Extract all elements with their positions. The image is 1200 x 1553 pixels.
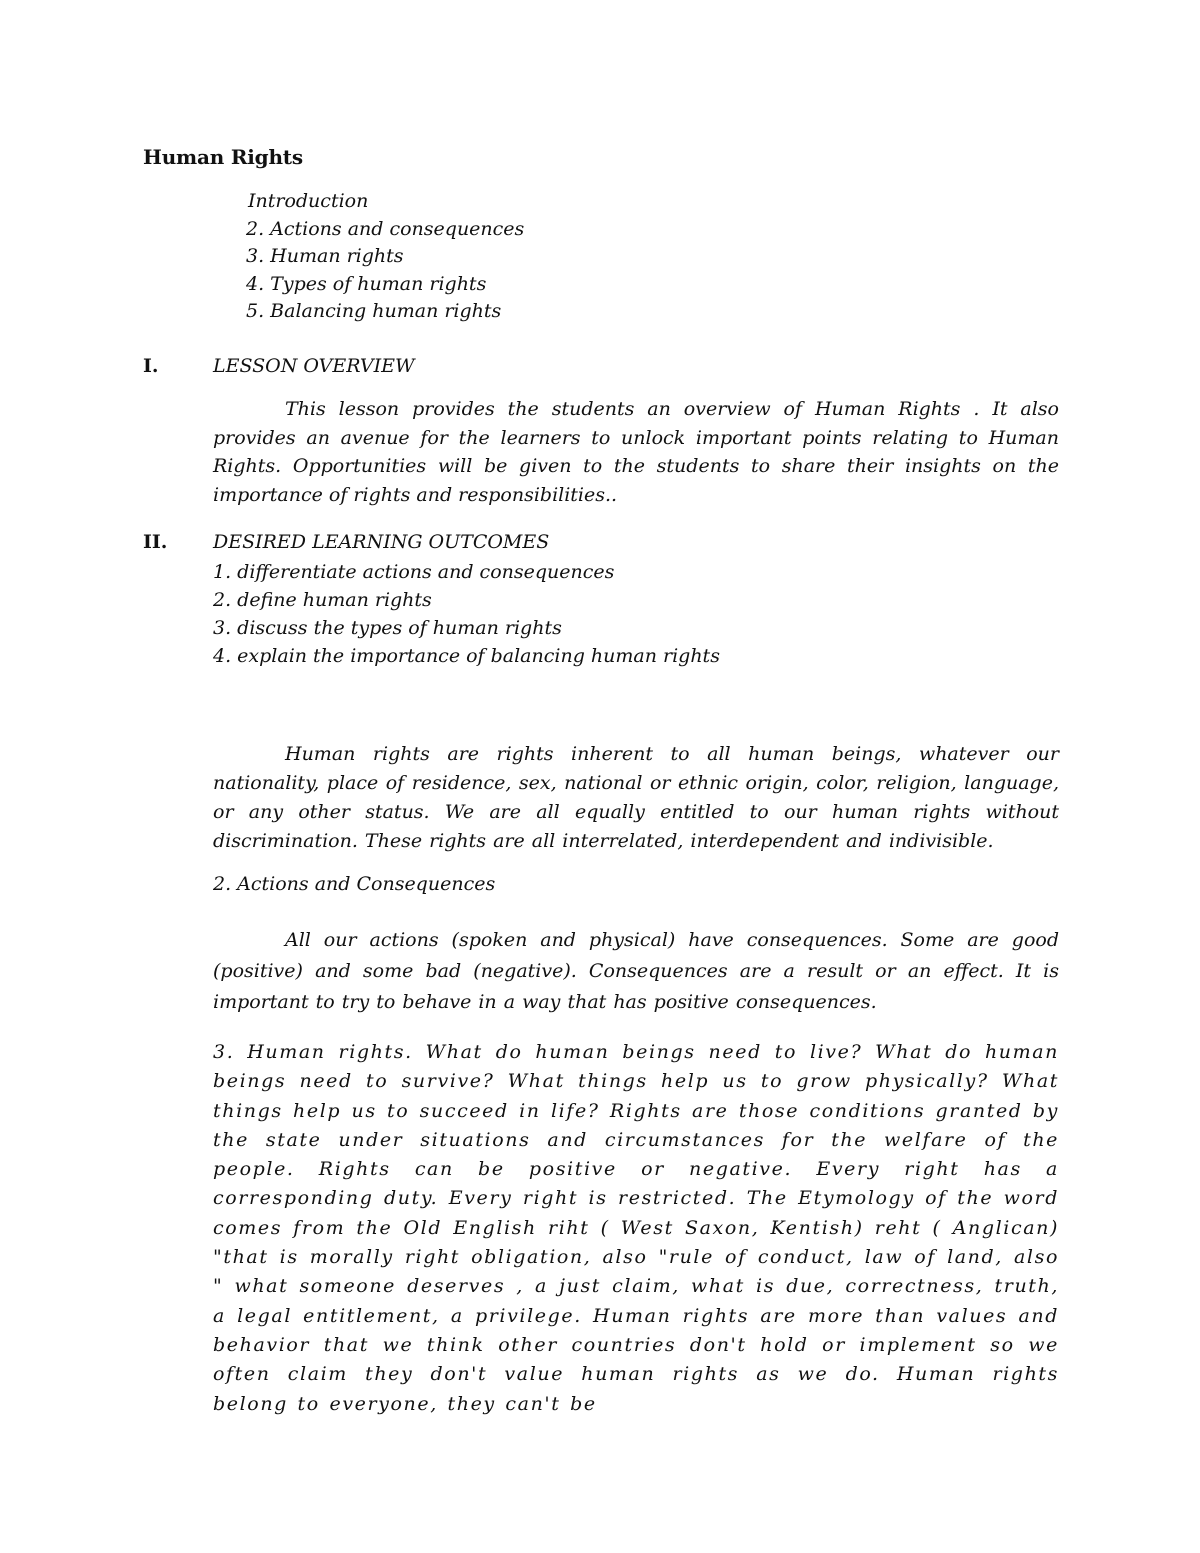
list-item: 1. differentiate actions and consequences: [213, 561, 615, 583]
actions-paragraph: All our actions (spoken and physical) have consequences. Some are good (positive) and some bad (negative). Consequences are a result or an effect. It is important to try to behave in a way that has positive consequences.: [213, 929, 1059, 1013]
definition-paragraph: Human rights are rights inherent to all human beings, whatever our nationality, place of residence, sex, national or ethnic origin, color, religion, language, or any other status. We are all equally entitled to our human rights without discrimination. These rights are all interrelated, interdependent and indivisible.: [213, 743, 1059, 852]
subsection-heading: 2. Actions and Consequences: [213, 873, 496, 895]
human-rights-paragraph: 3. Human rights. What do human beings need to live? What do human beings need to survive? What things help us to grow physically? What things help us to succeed in life? Rights are those conditions granted by the state under situations and circumstances for the welfare of the people. Rights can be positive or negative. Every right has a corresponding duty. Every right is restricted. The Etymology of the word comes from the Old English riht ( West Saxon, Kentish) reht ( Anglican) "that is morally right obligation, also "rule of conduct, law of land, also " what someone deserves , a just claim, what is due, correctness, truth, a legal entitlement, a privilege. Human rights are more than values and behavior that we think other countries don't hold or implement so we often claim they don't value human rights as we do. Human rights belong to everyone, they can't be: [213, 1041, 1059, 1415]
section-number: II.: [143, 531, 168, 553]
document-title: Human Rights: [143, 145, 303, 169]
learning-outcomes-list: [213, 558, 720, 670]
toc-item: 3. Human rights: [246, 245, 404, 267]
list-item: 4. explain the importance of balancing human rights: [213, 645, 720, 667]
section-number: I.: [143, 355, 159, 377]
toc-item: 4. Types of human rights: [246, 272, 487, 295]
overview-paragraph: This lesson provides the students an overview of Human Rights . It also provides an avenue for the learners to unlock important points relating to Human Rights. Opportunities will be given to the students to share their insights on the importance of rights and responsibilities..: [213, 398, 1059, 506]
list-item: 2. define human rights: [213, 589, 432, 611]
table-of-contents: [246, 188, 524, 326]
list-item: 3. discuss the types of human rights: [213, 617, 562, 639]
toc-item: 5. Balancing human rights: [246, 300, 502, 322]
section-heading: DESIRED LEARNING OUTCOMES: [213, 531, 550, 553]
section-heading: LESSON OVERVIEW: [213, 355, 415, 377]
toc-item: Introduction: [248, 190, 369, 212]
toc-item: 2. Actions and consequences: [246, 217, 525, 240]
